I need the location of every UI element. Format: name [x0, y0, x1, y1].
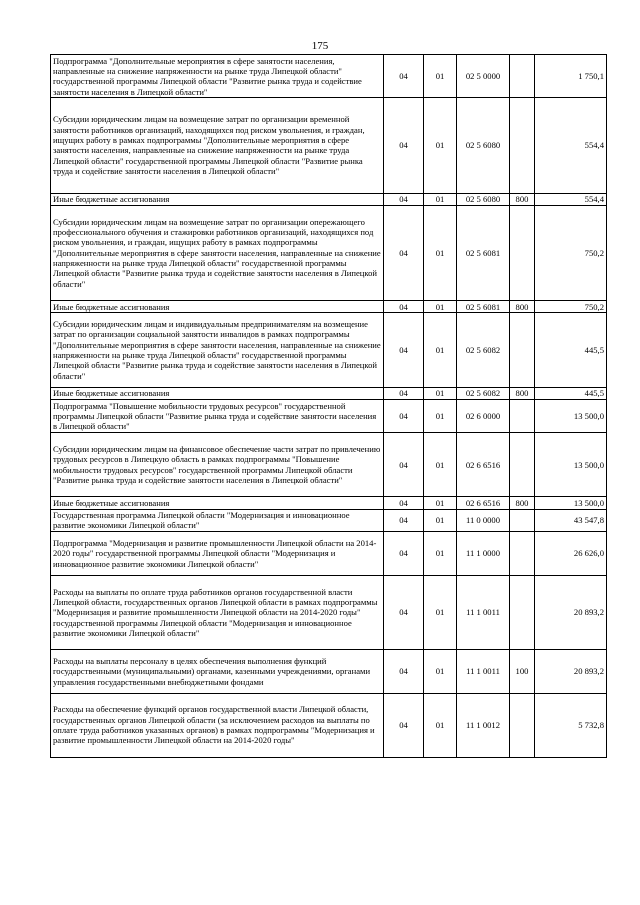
cell-sect: 04 [384, 205, 424, 300]
table-row [51, 400, 607, 433]
cell-amount: 750,2 [535, 205, 607, 300]
cell-type [510, 313, 535, 387]
cell-sect: 04 [384, 532, 424, 575]
cell-type [510, 400, 535, 433]
cell-desc: Субсидии юридическим лицам на финансовое обеспечение части затрат по привлечению трудовых ресурсов в Липецкую область в рамках подпрограммы "Повышение мобильности трудовых ресурсов" государственной программы Липецкой области "Развитие рынка труда и содействие занятости населения в Липецкой области" [51, 433, 384, 497]
table-row [51, 509, 607, 532]
cell-type: 800 [510, 387, 535, 399]
cell-type [510, 55, 535, 98]
table-row [51, 387, 607, 399]
cell-sect: 04 [384, 193, 424, 205]
cell-sub: 01 [424, 497, 457, 509]
cell-type: 800 [510, 193, 535, 205]
cell-code: 02 6 0000 [457, 400, 510, 433]
cell-code: 02 5 6081 [457, 301, 510, 313]
table-row [51, 301, 607, 313]
cell-sub: 01 [424, 650, 457, 693]
cell-type [510, 509, 535, 532]
cell-type [510, 205, 535, 300]
table-row [51, 205, 607, 300]
cell-sect: 04 [384, 575, 424, 649]
cell-sect: 04 [384, 509, 424, 532]
cell-code: 02 5 6080 [457, 193, 510, 205]
cell-sect: 04 [384, 650, 424, 693]
cell-code: 02 5 0000 [457, 55, 510, 98]
table-row [51, 693, 607, 757]
cell-desc: Иные бюджетные ассигнования [51, 193, 384, 205]
cell-amount: 554,4 [535, 98, 607, 193]
cell-type [510, 433, 535, 497]
cell-desc: Субсидии юридическим лицам и индивидуальным предпринимателям на возмещение затрат по организации социальной занятости инвалидов в рамках подпрограммы "Дополнительные мероприятия в сфере занятости населения, направленные на снижение напряженности на рынке труда Липецкой области" государственной программы Липецкой области "Развитие рынка труда и содействие занятости населения в Липецкой области" [51, 313, 384, 387]
cell-code: 02 5 6082 [457, 387, 510, 399]
budget-table [50, 54, 607, 758]
cell-type: 800 [510, 497, 535, 509]
budget-table-body [51, 55, 607, 758]
cell-sub: 01 [424, 575, 457, 649]
cell-desc: Подпрограмма "Дополнительные мероприятия в сфере занятости населения, направленные на снижение напряженности на рынке труда Липецкой области" государственной программы Липецкой области "Развитие рынка труда и содействие занятости населения в Липецкой области" [51, 55, 384, 98]
table-row [51, 55, 607, 98]
table-row [51, 532, 607, 575]
cell-amount: 1 750,1 [535, 55, 607, 98]
table-row [51, 433, 607, 497]
cell-amount: 750,2 [535, 301, 607, 313]
cell-sect: 04 [384, 387, 424, 399]
cell-desc: Расходы на обеспечение функций органов государственной власти Липецкой области, государственных органов Липецкой области (за исключением расходов на выплаты по оплате труда работников указанных органов) в рамках подпрограммы "Модернизация и развитие промышленности Липецкой области на 2014-2020 годы" [51, 693, 384, 757]
cell-sect: 04 [384, 693, 424, 757]
cell-sub: 01 [424, 433, 457, 497]
table-row [51, 313, 607, 387]
table-row [51, 193, 607, 205]
cell-code: 11 1 0012 [457, 693, 510, 757]
cell-code: 11 1 0011 [457, 575, 510, 649]
cell-amount: 5 732,8 [535, 693, 607, 757]
table-row [51, 98, 607, 193]
cell-sub: 01 [424, 693, 457, 757]
cell-amount: 13 500,0 [535, 497, 607, 509]
cell-type: 800 [510, 301, 535, 313]
cell-type: 100 [510, 650, 535, 693]
cell-desc: Иные бюджетные ассигнования [51, 497, 384, 509]
cell-code: 11 0 0000 [457, 509, 510, 532]
cell-desc: Субсидии юридическим лицам на возмещение затрат по организации опережающего профессионального обучения и стажировки работников организаций, находящихся под риском увольнения, и граждан, ищущих работу в рамках подпрограммы "Дополнительные мероприятия в сфере занятости населения, направленные на снижение напряженности на рынке труда Липецкой области" государственной программы Липецкой области "Развитие рынка труда и содействие занятости населения в Липецкой области" [51, 205, 384, 300]
cell-amount: 43 547,8 [535, 509, 607, 532]
cell-sect: 04 [384, 55, 424, 98]
cell-sub: 01 [424, 313, 457, 387]
cell-sub: 01 [424, 387, 457, 399]
cell-amount: 20 893,2 [535, 650, 607, 693]
cell-code: 02 5 6081 [457, 205, 510, 300]
cell-type [510, 575, 535, 649]
cell-sub: 01 [424, 205, 457, 300]
cell-sect: 04 [384, 313, 424, 387]
cell-sub: 01 [424, 532, 457, 575]
cell-amount: 26 626,0 [535, 532, 607, 575]
cell-sect: 04 [384, 433, 424, 497]
cell-desc: Расходы на выплаты персоналу в целях обеспечения выполнения функций государственными (муниципальными) органами, казенными учреждениями, органами управления государственными внебюджетными фондами [51, 650, 384, 693]
cell-desc: Государственная программа Липецкой области "Модернизация и инновационное развитие экономики Липецкой области" [51, 509, 384, 532]
cell-desc: Иные бюджетные ассигнования [51, 387, 384, 399]
cell-sect: 04 [384, 301, 424, 313]
table-row [51, 650, 607, 693]
cell-sect: 04 [384, 497, 424, 509]
cell-sect: 04 [384, 98, 424, 193]
table-row [51, 497, 607, 509]
cell-type [510, 693, 535, 757]
page-number: 175 [311, 40, 329, 52]
cell-amount: 445,5 [535, 387, 607, 399]
cell-type [510, 98, 535, 193]
cell-sub: 01 [424, 301, 457, 313]
cell-sub: 01 [424, 509, 457, 532]
cell-code: 02 5 6080 [457, 98, 510, 193]
cell-sub: 01 [424, 55, 457, 98]
cell-amount: 13 500,0 [535, 400, 607, 433]
cell-desc: Субсидии юридическим лицам на возмещение затрат по организации временной занятости работников организаций, находящихся под риском увольнения, и граждан, ищущих работу в рамках подпрограммы "Дополнительные мероприятия в сфере занятости населения, направленные на снижение напряженности на рынке труда Липецкой области" государственной программы Липецкой области "Развитие рынка труда и содействие занятости населения в Липецкой области" [51, 98, 384, 193]
cell-amount: 20 893,2 [535, 575, 607, 649]
cell-amount: 554,4 [535, 193, 607, 205]
cell-amount: 13 500,0 [535, 433, 607, 497]
cell-desc: Подпрограмма "Повышение мобильности трудовых ресурсов" государственной программы Липецкой области "Развитие рынка труда и содействие занятости населения в Липецкой области" [51, 400, 384, 433]
cell-desc: Иные бюджетные ассигнования [51, 301, 384, 313]
cell-sub: 01 [424, 400, 457, 433]
cell-sect: 04 [384, 400, 424, 433]
cell-sub: 01 [424, 193, 457, 205]
cell-desc: Расходы на выплаты по оплате труда работников органов государственной власти Липецкой области, государственных органов Липецкой области в рамках подпрограммы "Модернизация и развитие промышленности Липецкой области на 2014-2020 годы" государственной программы Липецкой области "Модернизация и инновационное развитие экономики Липецкой области" [51, 575, 384, 649]
table-row [51, 575, 607, 649]
cell-sub: 01 [424, 98, 457, 193]
cell-desc: Подпрограмма "Модернизация и развитие промышленности Липецкой области на 2014-2020 годы" государственной программы Липецкой области "Модернизация и инновационное развитие экономики Липецкой области" [51, 532, 384, 575]
cell-amount: 445,5 [535, 313, 607, 387]
cell-code: 11 1 0011 [457, 650, 510, 693]
cell-code: 02 6 6516 [457, 433, 510, 497]
cell-type [510, 532, 535, 575]
cell-code: 02 5 6082 [457, 313, 510, 387]
cell-code: 02 6 6516 [457, 497, 510, 509]
cell-code: 11 1 0000 [457, 532, 510, 575]
